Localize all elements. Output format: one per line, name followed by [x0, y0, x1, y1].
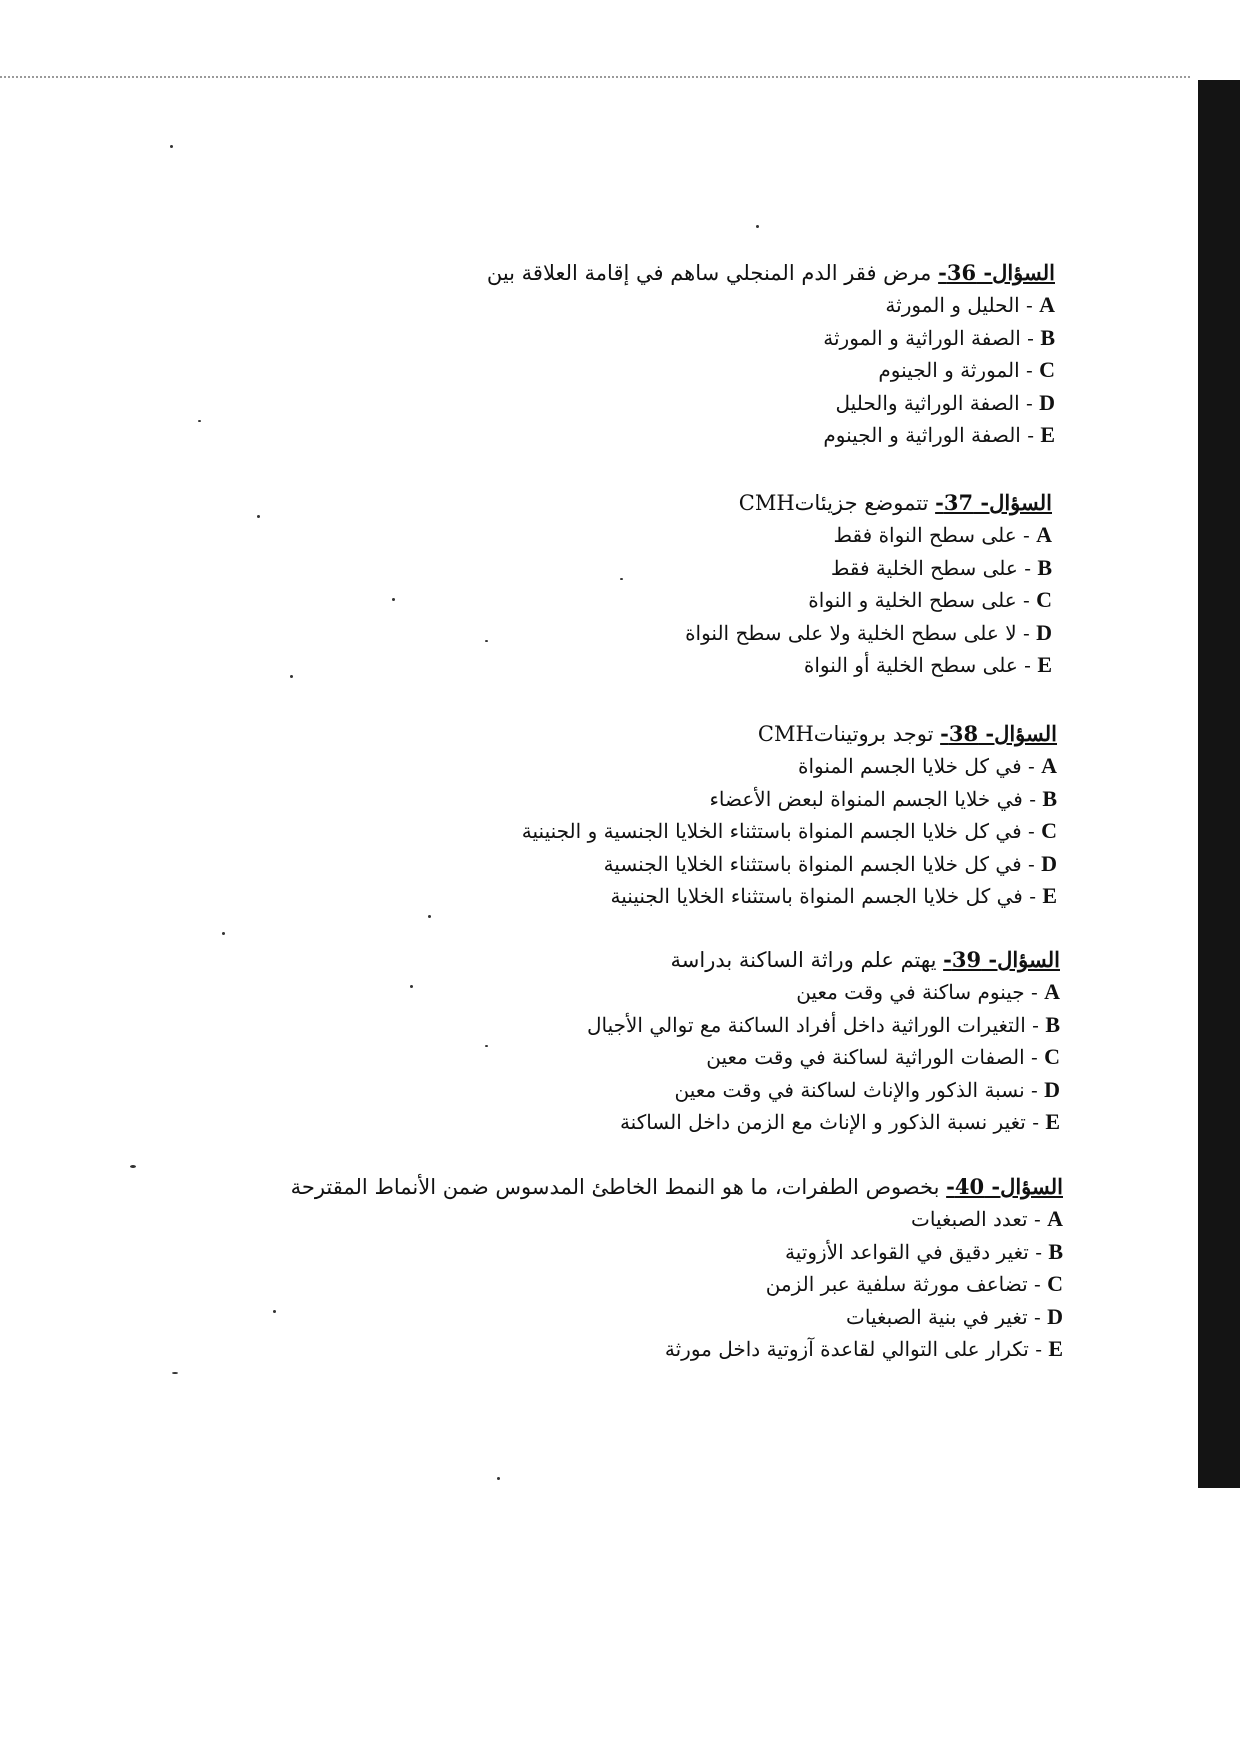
options-list	[487, 289, 1055, 452]
scan-speck	[170, 145, 173, 148]
option-text: - لا على سطح الخلية ولا على سطح النواة	[685, 620, 1030, 645]
question-heading	[587, 944, 1060, 976]
question-40	[291, 1171, 1063, 1366]
option-text: - على سطح النواة فقط	[833, 523, 1030, 547]
scan-speck	[620, 578, 623, 580]
scan-speck	[410, 985, 413, 988]
option-b	[487, 322, 1055, 355]
option-text: - جينوم ساكنة في وقت معين	[796, 980, 1038, 1004]
option-d	[522, 848, 1057, 881]
option-e	[587, 1106, 1060, 1139]
option-letter: B	[1045, 1011, 1060, 1037]
option-letter: D	[1041, 850, 1057, 876]
option-text: - الحليل و المورثة	[885, 293, 1033, 317]
option-b	[291, 1236, 1063, 1269]
option-a	[487, 289, 1055, 322]
option-text: - في كل خلايا الجسم المنواة باستثناء الخلايا الجنسية	[603, 851, 1035, 876]
question-heading	[487, 257, 1055, 289]
question-text: مرض فقر الدم المنجلي ساهم في إقامة العلاقة بين	[486, 261, 932, 285]
question-heading	[522, 718, 1057, 750]
question-text: بخصوص الطفرات، ما هو النمط الخاطئ المدسوس ضمن الأنماط المقترحة	[290, 1175, 940, 1199]
option-e	[522, 880, 1057, 913]
option-letter: E	[1040, 422, 1055, 447]
option-letter: D	[1039, 389, 1055, 415]
question-text: يهتم علم وراثة الساكنة بدراسة	[670, 948, 937, 972]
scan-top-edge	[0, 76, 1190, 78]
option-b	[685, 552, 1052, 585]
question-39	[587, 944, 1060, 1139]
option-text: - على سطح الخلية و النواة	[808, 588, 1030, 612]
options-list	[291, 1203, 1063, 1366]
option-text: - في خلايا الجسم المنواة لبعض الأعضاء	[709, 786, 1036, 811]
option-text: - تغير في بنية الصبغيات	[846, 1304, 1041, 1329]
option-text: - التغيرات الوراثية داخل أفراد الساكنة مع توالي الأجيال	[587, 1012, 1039, 1037]
option-letter: B	[1037, 554, 1052, 580]
option-text: - الصفة الوراثية و الجينوم	[823, 423, 1034, 447]
option-text: - الصفة الوراثية و المورثة	[823, 325, 1034, 350]
option-a	[685, 519, 1052, 552]
scan-speck	[198, 420, 201, 422]
option-d	[685, 617, 1052, 650]
scan-speck	[497, 1477, 500, 1480]
scan-right-edge-bar	[1198, 80, 1240, 1488]
scan-speck	[273, 1310, 276, 1313]
option-letter: C	[1039, 357, 1055, 382]
option-letter: A	[1041, 753, 1057, 778]
option-letter: D	[1044, 1076, 1060, 1102]
scan-speck	[392, 598, 395, 601]
option-c	[522, 815, 1057, 848]
question-number-label: السؤال- 39-	[943, 947, 1060, 972]
question-38	[522, 718, 1057, 913]
option-text: - الصفات الوراثية لساكنة في وقت معين	[706, 1045, 1038, 1069]
option-letter: E	[1042, 883, 1057, 908]
question-text: تتموضع جزيئاتCMH	[738, 491, 929, 515]
option-text: - الصفة الوراثية والحليل	[835, 390, 1033, 415]
option-text: - في كل خلايا الجسم المنواة باستثناء الخلايا الجنينية	[610, 884, 1036, 908]
option-e	[487, 419, 1055, 452]
option-text: - على سطح الخلية فقط	[830, 555, 1031, 580]
scan-speck	[428, 915, 431, 918]
scan-speck	[222, 932, 225, 935]
option-letter: D	[1047, 1303, 1063, 1329]
question-36	[487, 257, 1055, 452]
option-b	[587, 1009, 1060, 1042]
option-c	[587, 1041, 1060, 1074]
scan-speck	[172, 1372, 178, 1374]
option-text: - المورثة و الجينوم	[878, 358, 1033, 382]
option-text: - نسبة الذكور والإناث لساكنة في وقت معين	[674, 1077, 1038, 1102]
option-letter: B	[1048, 1238, 1063, 1264]
option-c	[487, 354, 1055, 387]
question-number-label: السؤال- 36-	[938, 260, 1055, 285]
option-text: - في كل خلايا الجسم المنواة	[798, 754, 1035, 778]
options-list	[587, 976, 1060, 1139]
option-c	[291, 1268, 1063, 1301]
option-letter: E	[1037, 652, 1052, 677]
option-letter: B	[1040, 324, 1055, 350]
option-d	[487, 387, 1055, 420]
question-heading	[685, 487, 1052, 519]
option-letter: C	[1047, 1271, 1063, 1296]
option-letter: C	[1036, 587, 1052, 612]
option-letter: D	[1036, 619, 1052, 645]
scan-speck	[290, 675, 293, 678]
option-a	[291, 1203, 1063, 1236]
option-letter: A	[1047, 1206, 1063, 1231]
option-letter: A	[1036, 522, 1052, 547]
scan-speck	[485, 640, 488, 642]
option-c	[685, 584, 1052, 617]
option-e	[291, 1333, 1063, 1366]
option-d	[587, 1074, 1060, 1107]
options-list	[522, 750, 1057, 913]
question-number-label: السؤال- 37-	[935, 490, 1052, 515]
option-letter: C	[1041, 818, 1057, 843]
option-text: - تكرار على التوالي لقاعدة آزوتية داخل مورثة	[664, 1337, 1042, 1361]
option-letter: E	[1045, 1109, 1060, 1134]
option-text: - في كل خلايا الجسم المنواة باستثناء الخلايا الجنسية و الجنينية	[521, 819, 1035, 843]
scan-speck	[756, 225, 759, 228]
scan-speck	[485, 1045, 488, 1047]
option-letter: A	[1044, 979, 1060, 1004]
option-text: - تغير دقيق في القواعد الأزوتية	[785, 1239, 1042, 1264]
option-letter: C	[1044, 1044, 1060, 1069]
scan-speck	[257, 515, 260, 518]
options-list	[685, 519, 1052, 682]
scan-speck	[130, 1165, 136, 1168]
option-text: - تغير نسبة الذكور و الإناث مع الزمن داخل الساكنة	[619, 1110, 1039, 1134]
option-text: - تعدد الصبغيات	[911, 1207, 1041, 1231]
option-a	[587, 976, 1060, 1009]
option-a	[522, 750, 1057, 783]
option-letter: A	[1039, 292, 1055, 317]
option-d	[291, 1301, 1063, 1334]
option-e	[685, 649, 1052, 682]
option-text: - تضاعف مورثة سلفية عبر الزمن	[765, 1272, 1041, 1296]
option-letter: E	[1048, 1336, 1063, 1361]
option-b	[522, 783, 1057, 816]
option-text: - على سطح الخلية أو النواة	[803, 653, 1031, 677]
question-37	[685, 487, 1052, 682]
question-text: توجد بروتيناتCMH	[757, 722, 934, 746]
question-number-label: السؤال- 40-	[946, 1174, 1063, 1199]
option-letter: B	[1042, 785, 1057, 811]
question-heading	[291, 1171, 1063, 1203]
question-number-label: السؤال- 38-	[940, 721, 1057, 746]
